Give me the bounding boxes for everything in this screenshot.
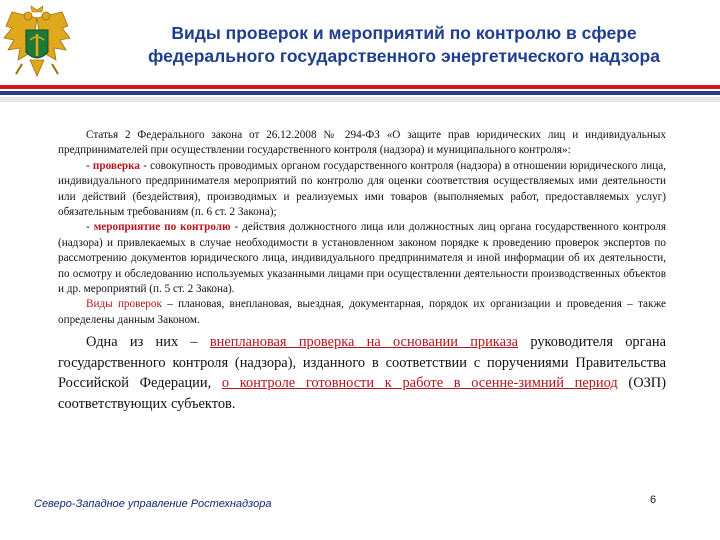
body-text xyxy=(58,128,666,414)
term-control-measure: мероприятие по контролю xyxy=(93,221,231,234)
term-inspection: проверка xyxy=(92,159,141,172)
header-stripes xyxy=(0,80,720,106)
page-number: 6 xyxy=(650,494,657,506)
double-headed-eagle-emblem-icon xyxy=(2,4,72,90)
title-line-1: Виды проверок и мероприятий по контролю в сфере xyxy=(171,23,637,43)
title-line-2: федерального государственного энергетического надзора xyxy=(148,46,660,66)
stripe-grey xyxy=(0,97,720,102)
final-paragraph: Одна из них – внеплановая проверка на основании приказа руководителя органа государственного контроля (надзора), изданного в соответствии с поручениями Правительства Российской Федерации, о контроле готовности к работе в осенне-зимний период (ОЗП) соответствующих субъектов. xyxy=(58,334,666,412)
definition-control-measure: - мероприятие по контролю - действия должностного лица или должностных лиц органа государственного контроля (надзора) и привлекаемых в случае необходимости в установленном законом порядке к проведению проверок экспертов по рассмотрению документов юридического лица, индивидуального предпринимателя и иной информации об их деятельности, по осмотру и обследованию используемых указанными лицами при осуществлении деятельности производственных объектов и др. мероприятий (п. 5 ст. 2 Закона). xyxy=(58,221,666,296)
footer-organization: Северо-Западное управление Ростехнадзора xyxy=(34,498,272,510)
term-inspection-types: Виды проверок xyxy=(86,298,162,311)
intro-paragraph: Статья 2 Федерального закона от 26.12.2008 № 294-ФЗ «О защите прав юридических лиц и индивидуальных предпринимателей при осуществлении государственного контроля (надзора) и муниципального контроля»: xyxy=(58,129,666,157)
definition-inspection: - проверка - совокупность проводимых органом государственного контроля (надзора) в отношении юридического лица, индивидуального предпринимателя мероприятий по контролю для оценки соответствия осуществляемых ими деятельности или действий (бездействия), производимых и реализуемых ими товаров (выполняемых работ, предоставляемых услуг) обязательным требованиям (п. 6 ст. 2 Закона); xyxy=(58,159,666,219)
inspection-types-paragraph: Виды проверок – плановая, внеплановая, выездная, документарная, порядок их организации и проведения – также определены данным Законом. xyxy=(58,298,666,326)
highlight-winter-readiness: о контроле готовности к работе в осенне-зимний период xyxy=(221,375,618,392)
page-title xyxy=(100,22,708,68)
highlight-unscheduled-inspection: внеплановая проверка на основании приказа xyxy=(209,334,519,351)
